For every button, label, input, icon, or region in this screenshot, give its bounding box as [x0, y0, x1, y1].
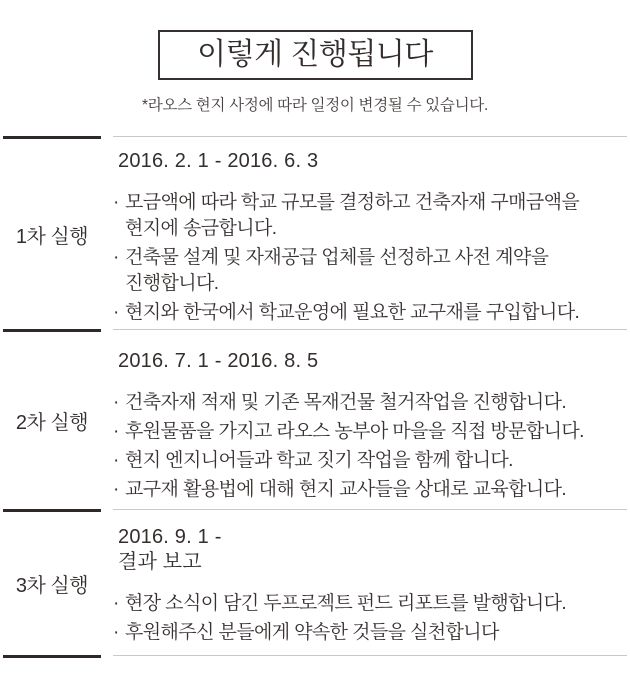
phase3-label: 3차 실행 [15, 575, 89, 597]
list-item [113, 448, 627, 474]
end-divider-dark [3, 655, 101, 658]
bullet-text: 건축자재 적재 및 기존 목재건물 철거작업을 진행합니다. [125, 392, 567, 413]
bullet-text: 현장 소식이 담긴 두프로젝트 펀드 리포트를 발행합니다. [125, 593, 567, 614]
bullet-text: 후원해주신 분들에게 약속한 것들을 실천합니다 [125, 622, 499, 643]
bullet-text: 모금액에 따라 학교 규모를 결정하고 건축자재 구매금액을 현지에 송금합니다. [125, 192, 580, 239]
bullet-dot: · [113, 479, 119, 500]
page-header [0, 30, 630, 115]
phase3-date [113, 525, 627, 575]
phase1-content [113, 136, 627, 329]
bullet-dot: · [113, 247, 119, 268]
bullet-dot: · [113, 450, 119, 471]
phase1-label-cell [3, 136, 101, 329]
bullet-dot: · [113, 302, 119, 323]
phase1-bullet-list [113, 190, 627, 326]
title-box [158, 30, 473, 80]
bullet-dot: · [113, 622, 119, 643]
phase2-label: 2차 실행 [15, 412, 89, 434]
bullet-dot: · [113, 421, 119, 442]
phase3-date-line2: 결과 보고 [118, 551, 202, 573]
bullet-dot: · [113, 593, 119, 614]
timeline-section-phase2 [0, 329, 630, 509]
bullet-text: 후원물품을 가지고 라오스 농부아 마을을 직접 방문합니다. [125, 421, 584, 442]
list-item [113, 591, 627, 617]
end-divider-light [113, 655, 627, 656]
list-item [113, 190, 627, 242]
phase1-label: 1차 실행 [15, 225, 89, 248]
phase3-bullet-list [113, 591, 627, 646]
phase2-content [113, 329, 627, 509]
phase3-content [113, 509, 627, 655]
phase1-date: 2016. 2. 1 - 2016. 6. 3 [118, 150, 319, 172]
phase2-date: 2016. 7. 1 - 2016. 8. 5 [118, 350, 319, 372]
bullet-dot: · [113, 392, 119, 413]
list-item [113, 419, 627, 445]
timeline-section-phase1 [0, 136, 630, 329]
phase3-label-cell [3, 509, 101, 655]
list-item [113, 300, 627, 326]
bullet-text: 교구재 활용법에 대해 현지 교사들을 상대로 교육합니다. [125, 479, 567, 500]
phase2-bullet-list [113, 390, 627, 503]
list-item [113, 620, 627, 646]
bullet-dot: · [113, 192, 119, 213]
bullet-text: 현지 엔지니어들과 학교 짓기 작업을 함께 합니다. [125, 450, 513, 471]
phase2-label-cell [3, 329, 101, 509]
timeline-section-phase3 [0, 509, 630, 655]
list-item [113, 390, 627, 416]
schedule-note: *라오스 현지 사정에 따라 일정이 변경될 수 있습니다. [142, 97, 488, 114]
page-title: 이렇게 진행됩니다 [197, 38, 433, 71]
bullet-text: 건축물 설계 및 자재공급 업체를 선정하고 사전 계약을 진행합니다. [125, 247, 549, 294]
list-item [113, 477, 627, 503]
bullet-text: 현지와 한국에서 학교운영에 필요한 교구재를 구입합니다. [125, 302, 580, 323]
timeline [0, 136, 630, 655]
list-item [113, 245, 627, 297]
phase3-date-line1: 2016. 9. 1 - [118, 526, 222, 548]
